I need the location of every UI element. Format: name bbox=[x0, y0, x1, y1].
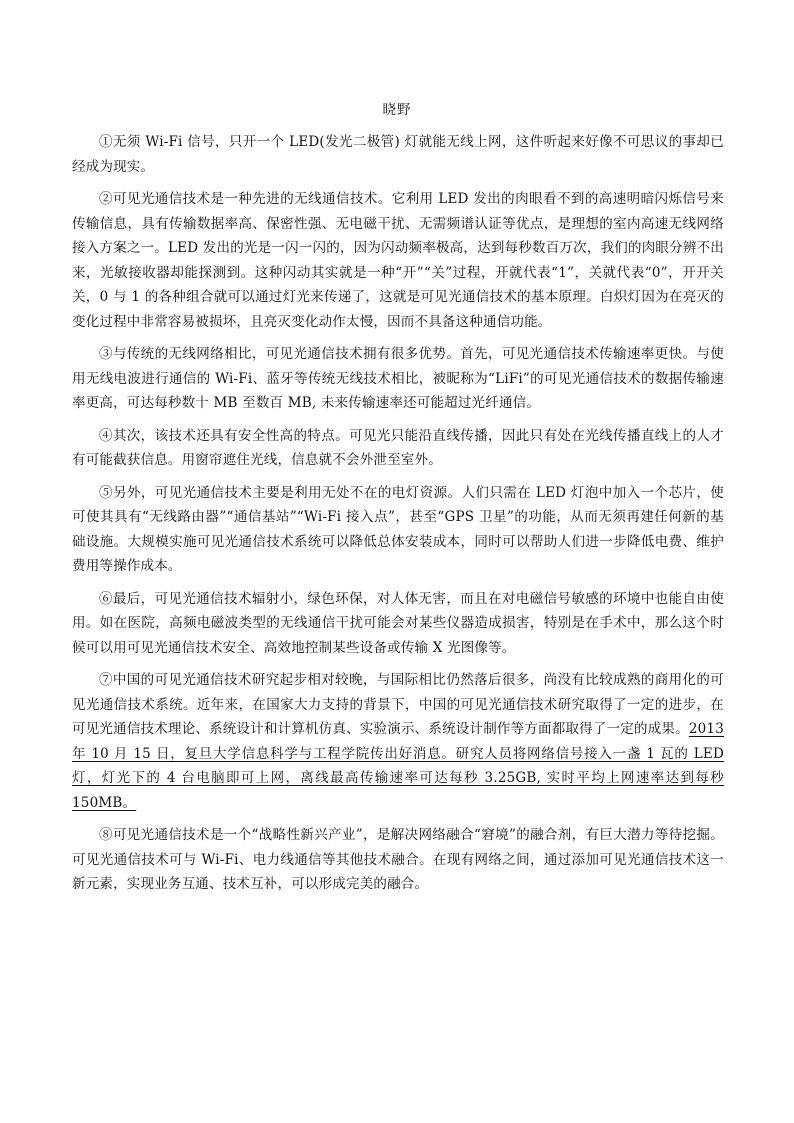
article-title: 晓野 bbox=[382, 102, 412, 118]
paragraph-2: ②可见光通信技术是一种先进的无线通信技术。它利用 LED 发出的肉眼看不到的高速明暗闪烁信号来传输信息，具有传输数据率高、保密性强、无电磁干扰、无需频谱认证等优点，是理想的室内高速无线网络接入方案之一。LED 发出的光是一闪一闪的，因为闪动频率极高，达到每秒数百万次，我们的肉眼分辨不出来，光敏接收器却能探测到。这种闪动其实就是一种“开”“关”过程，开就代表“1”，关就代表“0”，开开关关，0 与 1 的各种组合就可以通过灯光来传递了，这就是可见光通信技术的基本原理。白炽灯因为在亮灭的变化过程中非常容易被损坏，且亮灭变化动作太慢，因而不具备这种通信功能。 bbox=[72, 191, 724, 330]
paragraph-5: ⑤另外，可见光通信技术主要是利用无处不在的电灯资源。人们只需在 LED 灯泡中加入一个芯片，使可使其具有“无线路由器”“通信基站”“Wi-Fi 接入点”，甚至“GPS 卫星”的功能，从而无须再建任何新的基础设施。大规模实施可见光通信技术系统可以降低总体安装成本，同时可以帮助人们进一步降低电费、维护费用等操作成本。 bbox=[72, 484, 724, 574]
article-body bbox=[72, 130, 724, 905]
paragraph-7-underlined-text: 2013 年 10 月 15 日，复旦大学信息科学与工程学院传出好消息。研究人员将网络信号接入一盏 1 瓦的 LED 灯，灯光下的 4 台电脑即可上网，离线最高传输速率可达每秒 3.25GB, 实时平均上网速率达到每秒 150MB。 bbox=[72, 721, 724, 811]
paragraph-4: ④其次，该技术还具有安全性高的特点。可见光只能沿直线传播，因此只有处在光线传播直线上的人才有可能截获信息。用窗帘遮住光线，信息就不会外泄至室外。 bbox=[72, 427, 724, 468]
paragraph-6: ⑥最后，可见光通信技术辐射小，绿色环保，对人体无害，而且在对电磁信号敏感的环境中也能自由使用。如在医院，高频电磁波类型的无线通信干扰可能会对某些仪器造成损害，特别是在手术中，那么这个时候可以用可见光通信技术安全、高效地控制某些设备或传输 X 光图像等。 bbox=[72, 590, 724, 656]
paragraph-7-text: ⑦中国的可见光通信技术研究起步相对较晚，与国际相比仍然落后很多，尚没有比较成熟的商用化的可见光通信技术系统。近年来，在国家大力支持的背景下，中国的可见光通信技术研究取得了一定的进步，在可见光通信技术理论、系统设计和计算机仿真、实验演示、系统设计制作等方面都取得了一定的成果。 bbox=[72, 672, 724, 737]
paragraph-1: ①无须 Wi-Fi 信号，只开一个 LED(发光二极管) 灯就能无线上网，这件听起来好像不可思议的事却已经成为现实。 bbox=[72, 134, 724, 175]
paragraph-3: ③与传统的无线网络相比，可见光通信技术拥有很多优势。首先，可见光通信技术传输速率更快。与使用无线电波进行通信的 Wi-Fi、蓝牙等传统无线技术相比，被昵称为“LiFi”的可见光通信技术的数据传输速率更高，可达每秒数十 MB 至数百 MB, 未来传输速率还可能超过光纤通信。 bbox=[72, 346, 724, 411]
paragraph-8: ⑧可见光通信技术是一个“战略性新兴产业”，是解决网络融合“窘境”的融合剂，有巨大潜力等待挖掘。可见光通信技术可与 Wi-Fi、电力线通信等其他技术融合。在现有网络之间，通过添加可见光通信技术这一新元素，实现业务互通、技术互补，可以形成完美的融合。 bbox=[72, 827, 724, 892]
paragraph-7 bbox=[72, 668, 724, 815]
